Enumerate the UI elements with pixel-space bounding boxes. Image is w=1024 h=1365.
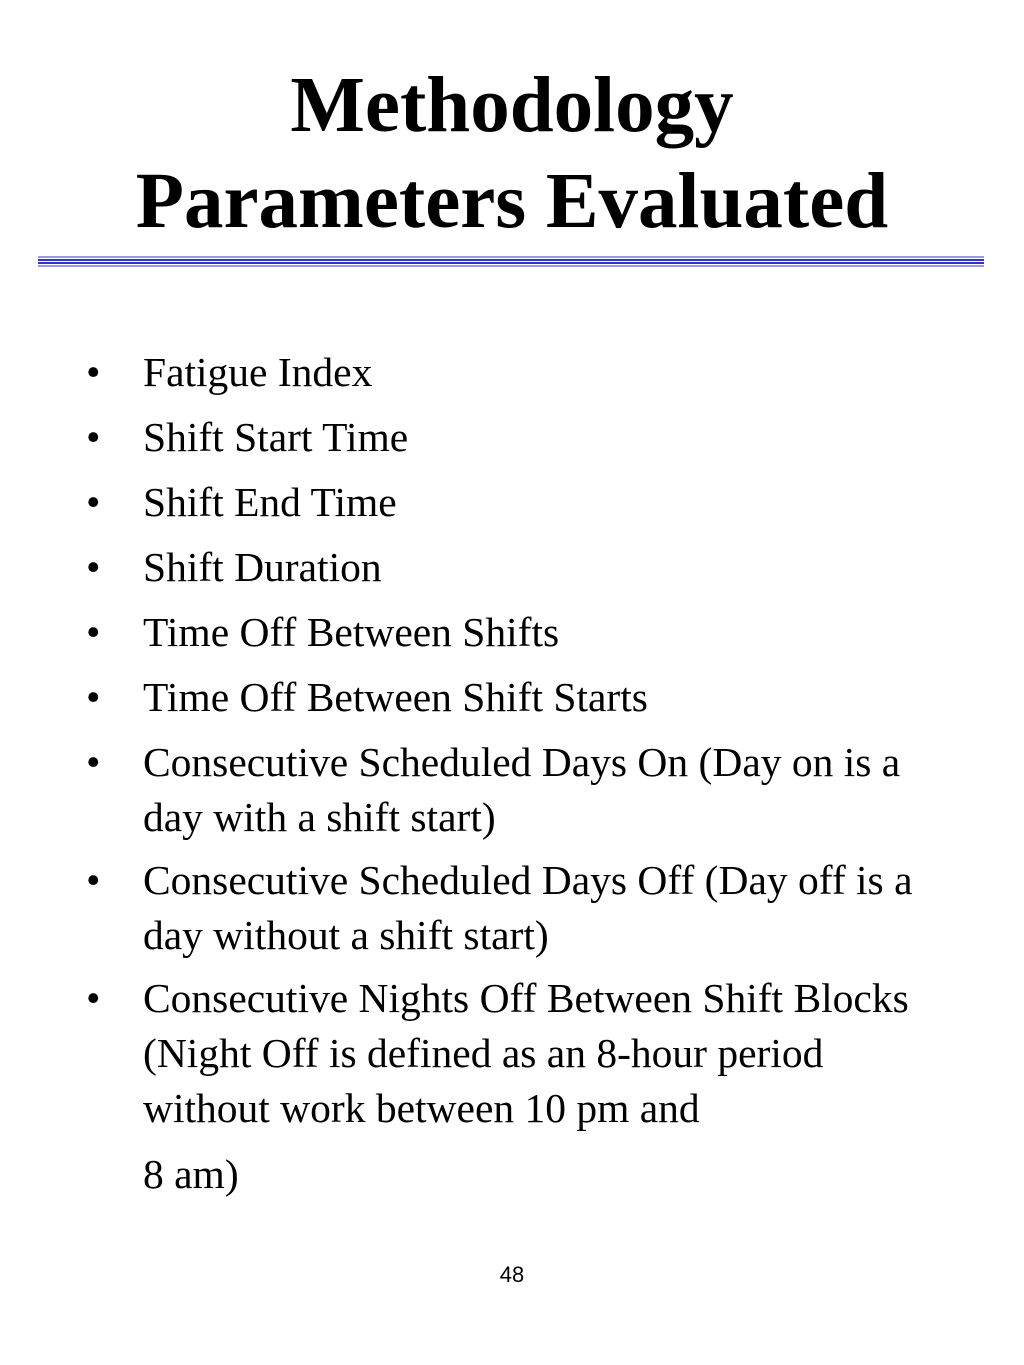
divider-line-1 [38, 256, 984, 258]
parameter-list [86, 345, 956, 1212]
list-item-continuation: 8 am) [143, 1151, 239, 1197]
bullet-icon: • [86, 414, 101, 460]
list-item-text: Shift End Time [143, 479, 397, 525]
bullet-icon: • [86, 349, 101, 395]
list-item [86, 670, 956, 725]
bullet-icon: • [86, 975, 101, 1021]
bullet-icon: • [86, 857, 101, 903]
list-item [86, 475, 956, 530]
list-item-text: Consecutive Scheduled Days Off (Day off is a day without a shift start) [143, 857, 913, 958]
bullet-icon: • [86, 739, 101, 785]
divider-line-3 [38, 262, 984, 264]
list-item [86, 605, 956, 660]
bullet-icon: • [86, 479, 101, 525]
list-item [86, 345, 956, 400]
divider-line-2 [38, 259, 984, 261]
list-item-text: Consecutive Nights Off Between Shift Blocks (Night Off is defined as an 8-hour period without work between 10 pm and [143, 975, 909, 1131]
list-item-text: Time Off Between Shift Starts [143, 674, 648, 720]
list-item [86, 735, 956, 845]
title-divider [38, 256, 984, 268]
list-item [86, 971, 956, 1202]
list-item-text: Shift Start Time [143, 414, 409, 460]
list-item [86, 853, 956, 963]
list-item-text: Time Off Between Shifts [143, 609, 560, 655]
bullet-icon: • [86, 674, 101, 720]
list-item [86, 410, 956, 465]
slide-title [40, 58, 984, 250]
divider-line-4 [38, 265, 984, 267]
page-number: 48 [499, 1262, 525, 1287]
bullet-icon: • [86, 544, 101, 590]
title-line-2: Parameters Evaluated [135, 158, 889, 245]
bullet-icon: • [86, 609, 101, 655]
list-item-text: Shift Duration [143, 544, 382, 590]
list-item [86, 540, 956, 595]
list-item-text: Consecutive Scheduled Days On (Day on is a day with a shift start) [143, 739, 901, 840]
title-line-1: Methodology [290, 62, 734, 149]
list-item-text: Fatigue Index [143, 349, 373, 395]
